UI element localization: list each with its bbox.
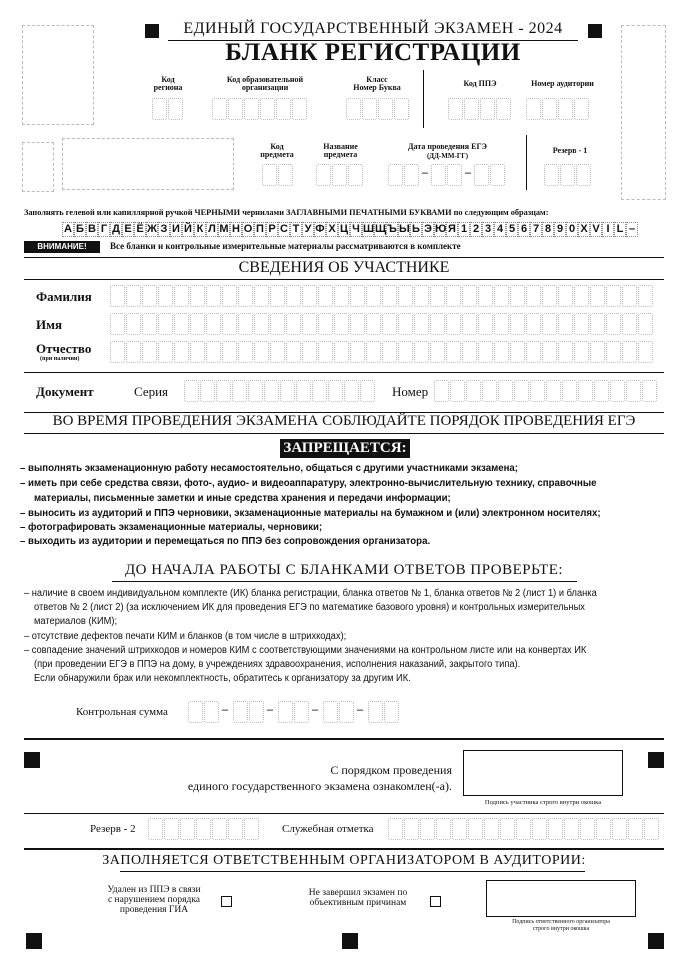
sample-char: 2 bbox=[470, 222, 482, 237]
sample-char: 6 bbox=[518, 222, 530, 237]
subject-code-cells[interactable] bbox=[262, 164, 294, 186]
form-title: БЛАНК РЕГИСТРАЦИИ bbox=[225, 39, 521, 66]
class-cells[interactable] bbox=[346, 98, 410, 120]
rule-item: – выполнять экзаменационную работу несамостоятельно, общаться с другими участниками экзамена; bbox=[20, 462, 519, 474]
letter-cell[interactable] bbox=[510, 313, 525, 335]
official-mark-cell[interactable] bbox=[516, 818, 531, 840]
number-label: Номер bbox=[392, 384, 429, 399]
check-line: (при проведении ЕГЭ в ППЭ на дому, в учреждениях здравоохранения, исполнения наказаний, закрытого типа). bbox=[34, 659, 521, 670]
patronymic-label: Отчество bbox=[36, 341, 92, 356]
official-mark-cell[interactable] bbox=[404, 818, 419, 840]
letter-cell[interactable] bbox=[558, 285, 573, 307]
org-code-label: Код образовательной организации bbox=[226, 75, 304, 93]
official-mark-label: Служебная отметка bbox=[282, 823, 374, 835]
letter-cell[interactable] bbox=[350, 285, 365, 307]
checksum-label: Контрольная сумма bbox=[76, 706, 168, 718]
letter-cell[interactable] bbox=[622, 285, 637, 307]
rule-item: – иметь при себе средства связи, фото-, аудио- и видеоаппаратуру, электронно-вычислительную технику, справочные bbox=[20, 477, 597, 489]
series-cell[interactable] bbox=[360, 380, 375, 402]
marker-square-bottom-left bbox=[26, 933, 42, 949]
letter-cell[interactable] bbox=[190, 285, 205, 307]
series-cell[interactable] bbox=[248, 380, 263, 402]
letter-cell[interactable] bbox=[526, 285, 541, 307]
letter-cell[interactable] bbox=[142, 313, 157, 335]
rule-item: материалы, письменные заметки и иные средства хранения и передачи информации; bbox=[34, 492, 451, 504]
reserve2-label: Резерв - 2 bbox=[90, 823, 136, 835]
letter-cell[interactable] bbox=[222, 285, 237, 307]
participant-signature-box[interactable] bbox=[463, 750, 623, 796]
letter-cell[interactable] bbox=[334, 313, 349, 335]
sample-char: 5 bbox=[506, 222, 518, 237]
letter-cell[interactable] bbox=[430, 285, 445, 307]
sample-char: Н bbox=[230, 222, 242, 237]
official-mark-cell[interactable] bbox=[612, 818, 627, 840]
official-mark-cell[interactable] bbox=[468, 818, 483, 840]
barcode-box-wide bbox=[62, 138, 234, 190]
number-cell[interactable] bbox=[594, 380, 609, 402]
check-line: Если обнаружили брак или некомплектность, обратитесь к организатору за другим ИК. bbox=[34, 673, 411, 684]
sample-char: Д bbox=[110, 222, 122, 237]
sample-char: Я bbox=[446, 222, 458, 237]
organizer-signature-box[interactable] bbox=[486, 880, 636, 917]
official-mark-cell[interactable] bbox=[596, 818, 611, 840]
sample-char: Ц bbox=[339, 223, 349, 235]
subject-name-label: Название предмета bbox=[323, 142, 358, 160]
series-cell[interactable] bbox=[232, 380, 247, 402]
letter-cell[interactable] bbox=[462, 341, 477, 363]
letter-cell[interactable] bbox=[206, 341, 221, 363]
sample-char: 9 bbox=[554, 222, 566, 237]
letter-cell[interactable] bbox=[142, 341, 157, 363]
letter-cell[interactable] bbox=[414, 285, 429, 307]
sample-char: Ъ bbox=[387, 223, 397, 235]
letter-cell[interactable] bbox=[510, 285, 525, 307]
sample-char: З bbox=[158, 222, 170, 237]
official-mark-cells[interactable] bbox=[388, 818, 660, 840]
letter-cell[interactable] bbox=[126, 313, 141, 335]
exam-date-cells[interactable] bbox=[388, 164, 506, 186]
marker-square-mid-left bbox=[24, 752, 40, 768]
letter-cell[interactable] bbox=[126, 285, 141, 307]
attention-text: Все бланки и контрольные измерительные материалы рассматриваются в комплекте bbox=[110, 241, 461, 251]
sample-char: Э bbox=[422, 222, 434, 237]
number-cell[interactable] bbox=[450, 380, 465, 402]
letter-cell[interactable] bbox=[270, 341, 285, 363]
series-cell[interactable] bbox=[184, 380, 199, 402]
letter-cell[interactable] bbox=[430, 341, 445, 363]
letter-cell[interactable] bbox=[286, 313, 301, 335]
ack-line-2: единого государственного экзамена ознакомлен(-а). bbox=[187, 779, 452, 793]
series-cell[interactable] bbox=[280, 380, 295, 402]
official-mark-cell[interactable] bbox=[500, 818, 515, 840]
letter-cell[interactable] bbox=[462, 285, 477, 307]
official-mark-cell[interactable] bbox=[644, 818, 659, 840]
letter-cell[interactable] bbox=[318, 313, 333, 335]
marker-square-mid-right bbox=[648, 752, 664, 768]
surname-label: Фамилия bbox=[36, 289, 92, 304]
letter-cell[interactable] bbox=[318, 341, 333, 363]
letter-cell[interactable] bbox=[606, 313, 621, 335]
letter-cell[interactable] bbox=[366, 313, 381, 335]
letter-cell[interactable] bbox=[206, 285, 221, 307]
forbidden-badge: ЗАПРЕЩАЕТСЯ: bbox=[280, 439, 410, 458]
name-label: Имя bbox=[36, 317, 62, 332]
series-cell[interactable] bbox=[264, 380, 279, 402]
sample-char: Е bbox=[122, 222, 134, 237]
number-cell[interactable] bbox=[610, 380, 625, 402]
letter-cell[interactable] bbox=[446, 285, 461, 307]
official-mark-cell[interactable] bbox=[436, 818, 451, 840]
fill-rule-text: Заполнять гелевой или капиллярной ручкой ЧЕРНЫМИ чернилами ЗАГЛАВНЫМИ ПЕЧАТНЫМИ БУКВАМИ по следующим образцам: bbox=[24, 208, 549, 217]
sample-char: Г bbox=[98, 222, 110, 237]
patronymic-note: (при наличии) bbox=[40, 356, 80, 362]
checksum-dash: – bbox=[312, 702, 318, 716]
sample-char: Б bbox=[74, 222, 86, 237]
auditorium-cells[interactable] bbox=[526, 98, 590, 120]
official-mark-cell[interactable] bbox=[420, 818, 435, 840]
letter-cell[interactable] bbox=[174, 285, 189, 307]
letter-cell[interactable] bbox=[158, 341, 173, 363]
letter-cell[interactable] bbox=[606, 341, 621, 363]
sample-char: 7 bbox=[530, 222, 542, 237]
official-mark-cell[interactable] bbox=[484, 818, 499, 840]
sample-char: Ф bbox=[315, 223, 325, 235]
letter-cell[interactable] bbox=[590, 313, 605, 335]
letter-cell[interactable] bbox=[606, 285, 621, 307]
sample-char: 1 bbox=[458, 222, 470, 237]
letter-cell[interactable] bbox=[430, 313, 445, 335]
letter-cell[interactable] bbox=[254, 341, 269, 363]
official-mark-cell[interactable] bbox=[580, 818, 595, 840]
sample-char: Р bbox=[266, 222, 278, 237]
letter-cell[interactable] bbox=[350, 341, 365, 363]
not-finished-label: Не завершил экзамен по объективным причинам bbox=[308, 888, 408, 908]
letter-cell[interactable] bbox=[526, 341, 541, 363]
reserve1-label: Резерв - 1 bbox=[552, 146, 588, 155]
letter-cell[interactable] bbox=[574, 341, 589, 363]
subject-code-label: Код предмета bbox=[260, 142, 294, 160]
letter-cell[interactable] bbox=[270, 285, 285, 307]
official-mark-cell[interactable] bbox=[388, 818, 403, 840]
patronymic-cells[interactable] bbox=[110, 341, 654, 363]
letter-cell[interactable] bbox=[638, 341, 653, 363]
letter-cell[interactable] bbox=[110, 341, 125, 363]
checksum-dash: – bbox=[222, 702, 228, 716]
region-cells[interactable] bbox=[152, 98, 184, 120]
official-mark-cell[interactable] bbox=[452, 818, 467, 840]
organizer-signature-note: Подпись ответственного организатора строго внутри окошка bbox=[512, 919, 610, 932]
letter-cell[interactable] bbox=[638, 313, 653, 335]
series-cell[interactable] bbox=[216, 380, 231, 402]
letter-cell[interactable] bbox=[158, 313, 173, 335]
letter-cell[interactable] bbox=[286, 285, 301, 307]
letter-cell[interactable] bbox=[126, 341, 141, 363]
check-title: ДО НАЧАЛА РАБОТЫ С БЛАНКАМИ ОТВЕТОВ ПРОВЕРЬТЕ: bbox=[124, 562, 564, 578]
series-cell[interactable] bbox=[296, 380, 311, 402]
sample-char: X bbox=[578, 222, 590, 237]
letter-cell[interactable] bbox=[414, 341, 429, 363]
sample-char: – bbox=[626, 222, 638, 237]
document-top-line bbox=[24, 372, 664, 373]
letter-cell[interactable] bbox=[542, 341, 557, 363]
marker-square-bottom-center bbox=[342, 933, 358, 949]
rule-item: – выходить из аудитории и перемещаться по ППЭ без сопровождения организатора. bbox=[20, 535, 431, 547]
series-cell[interactable] bbox=[200, 380, 215, 402]
removed-checkbox[interactable] bbox=[221, 896, 232, 907]
sample-char: 8 bbox=[542, 222, 554, 237]
letter-cell[interactable] bbox=[222, 341, 237, 363]
exam-title: ЕДИНЫЙ ГОСУДАРСТВЕННЫЙ ЭКЗАМЕН - 2024 bbox=[183, 20, 563, 37]
marker-square-bottom-right bbox=[648, 933, 664, 949]
removed-label: Удален из ППЭ в связи с нарушением порядка проведения ГИА bbox=[107, 885, 201, 915]
attention-badge: ВНИМАНИЕ! bbox=[24, 241, 100, 253]
participant-signature-note: Подпись участника строго внутри окошка bbox=[484, 799, 602, 806]
sample-char: 3 bbox=[482, 222, 494, 237]
letter-cell[interactable] bbox=[302, 285, 317, 307]
checksum-cells[interactable] bbox=[188, 701, 400, 723]
letter-cell[interactable] bbox=[574, 285, 589, 307]
letter-cell[interactable] bbox=[174, 341, 189, 363]
auditorium-label: Номер аудитории bbox=[531, 79, 594, 88]
letter-cell[interactable] bbox=[446, 313, 461, 335]
letter-cell[interactable] bbox=[478, 285, 493, 307]
letter-cell[interactable] bbox=[382, 313, 397, 335]
rules-title: ВО ВРЕМЯ ПРОВЕДЕНИЯ ЭКЗАМЕНА СОБЛЮДАЙТЕ ПОРЯДОК ПРОВЕДЕНИЯ ЕГЭ bbox=[52, 413, 636, 429]
letter-cell[interactable] bbox=[590, 285, 605, 307]
letter-cell[interactable] bbox=[478, 341, 493, 363]
sample-char: Ч bbox=[350, 222, 362, 237]
ppe-code-cells[interactable] bbox=[448, 98, 512, 120]
number-cell[interactable] bbox=[434, 380, 449, 402]
letter-cell[interactable] bbox=[478, 313, 493, 335]
not-finished-checkbox[interactable] bbox=[430, 896, 441, 907]
sample-char: Ё bbox=[134, 222, 146, 237]
sample-char: К bbox=[194, 222, 206, 237]
check-line: материалов (КИМ); bbox=[34, 616, 118, 627]
letter-cell[interactable] bbox=[494, 341, 509, 363]
top-divider bbox=[423, 70, 424, 128]
rules-title-underline bbox=[24, 433, 664, 434]
letter-cell[interactable] bbox=[558, 313, 573, 335]
number-cell[interactable] bbox=[626, 380, 641, 402]
barcode-box-right bbox=[621, 25, 666, 200]
sample-char: И bbox=[170, 222, 182, 237]
letter-cell[interactable] bbox=[398, 313, 413, 335]
letter-cell[interactable] bbox=[270, 313, 285, 335]
letter-cell[interactable] bbox=[302, 313, 317, 335]
organizer-title: ЗАПОЛНЯЕТСЯ ОТВЕТСТВЕННЫМ ОРГАНИЗАТОРОМ В АУДИТОРИИ: bbox=[102, 853, 586, 868]
service-top-line bbox=[24, 813, 664, 814]
letter-cell[interactable] bbox=[302, 341, 317, 363]
number-cell[interactable] bbox=[578, 380, 593, 402]
letter-cell[interactable] bbox=[398, 341, 413, 363]
letter-cell[interactable] bbox=[110, 285, 125, 307]
reserve1-cells[interactable] bbox=[544, 164, 592, 186]
letter-cell[interactable] bbox=[334, 341, 349, 363]
letter-cell[interactable] bbox=[382, 285, 397, 307]
sample-char: V bbox=[590, 222, 602, 237]
reserve2-cells[interactable] bbox=[148, 818, 260, 840]
letter-cell[interactable] bbox=[366, 341, 381, 363]
number-cell[interactable] bbox=[498, 380, 513, 402]
sample-char: Х bbox=[326, 222, 338, 237]
number-cell[interactable] bbox=[514, 380, 529, 402]
letter-cell[interactable] bbox=[238, 313, 253, 335]
sample-char: Щ bbox=[375, 223, 387, 235]
check-line: – совпадение значений штрихкодов и номеров КИМ с соответствующими значениями на контрольном листе или на конвертах ИК bbox=[24, 645, 587, 656]
letter-cell[interactable] bbox=[238, 341, 253, 363]
ack-top-line bbox=[24, 738, 664, 740]
check-title-underline bbox=[112, 581, 577, 582]
number-cell[interactable] bbox=[530, 380, 545, 402]
letter-cell[interactable] bbox=[238, 285, 253, 307]
marker-square-top-right bbox=[588, 24, 602, 38]
document-label: Документ bbox=[36, 384, 94, 399]
date-format-label: (ДД-ММ-ГГ) bbox=[426, 152, 469, 160]
region-label: Код региона bbox=[153, 75, 183, 93]
letter-cell[interactable] bbox=[206, 313, 221, 335]
sample-char: Т bbox=[290, 222, 302, 237]
letter-cell[interactable] bbox=[574, 313, 589, 335]
sample-char: У bbox=[302, 222, 314, 237]
number-cell[interactable] bbox=[466, 380, 481, 402]
sample-char: Й bbox=[182, 222, 194, 237]
check-line: ответов № 2 (лист 2) (за исключением ИК для проведения ЕГЭ по математике базового уровня) и контрольных измерительных bbox=[34, 602, 585, 613]
number-cell[interactable] bbox=[546, 380, 561, 402]
letter-cell[interactable] bbox=[350, 313, 365, 335]
official-mark-cell[interactable] bbox=[532, 818, 547, 840]
letter-cell[interactable] bbox=[254, 285, 269, 307]
letter-cell[interactable] bbox=[510, 341, 525, 363]
letter-cell[interactable] bbox=[158, 285, 173, 307]
marker-square-top-left bbox=[145, 24, 159, 38]
official-mark-cell[interactable] bbox=[548, 818, 563, 840]
sample-char: О bbox=[243, 223, 253, 235]
letter-cell[interactable] bbox=[462, 313, 477, 335]
letter-cell[interactable] bbox=[446, 341, 461, 363]
letter-cell[interactable] bbox=[382, 341, 397, 363]
letter-cell[interactable] bbox=[318, 285, 333, 307]
letter-cell[interactable] bbox=[174, 313, 189, 335]
letter-cell[interactable] bbox=[190, 341, 205, 363]
letter-cell[interactable] bbox=[542, 285, 557, 307]
letter-cell[interactable] bbox=[526, 313, 541, 335]
series-label: Серия bbox=[134, 384, 169, 399]
participant-section-title: СВЕДЕНИЯ ОБ УЧАСТНИКЕ bbox=[238, 259, 450, 276]
letter-cell[interactable] bbox=[622, 313, 637, 335]
letter-cell[interactable] bbox=[366, 285, 381, 307]
series-cells[interactable] bbox=[184, 380, 376, 402]
qr-box-left bbox=[22, 25, 94, 125]
letter-cell[interactable] bbox=[142, 285, 157, 307]
ppe-code-label: Код ППЭ bbox=[463, 79, 497, 88]
barcode-box-small bbox=[22, 142, 54, 192]
official-mark-cell[interactable] bbox=[564, 818, 579, 840]
participant-title-underline bbox=[24, 279, 664, 280]
sample-char: Л bbox=[206, 222, 218, 237]
sample-char: Ю bbox=[435, 223, 447, 235]
sample-char: С bbox=[278, 222, 290, 237]
number-cell[interactable] bbox=[642, 380, 657, 402]
sample-characters bbox=[62, 221, 638, 237]
sample-char: 0 bbox=[566, 222, 578, 237]
checksum-dash: – bbox=[357, 702, 363, 716]
letter-cell[interactable] bbox=[558, 341, 573, 363]
letter-cell[interactable] bbox=[110, 313, 125, 335]
letter-cell[interactable] bbox=[334, 285, 349, 307]
subject-name-cells[interactable] bbox=[316, 164, 364, 186]
letter-cell[interactable] bbox=[494, 313, 509, 335]
sample-char: М bbox=[219, 223, 229, 235]
checksum-dash: – bbox=[267, 702, 273, 716]
sample-char: Ш bbox=[363, 223, 375, 235]
letter-cell[interactable] bbox=[590, 341, 605, 363]
sample-char: 4 bbox=[494, 222, 506, 237]
sample-char: А bbox=[62, 222, 74, 237]
number-cell[interactable] bbox=[482, 380, 497, 402]
class-label: Класс Номер Буква bbox=[353, 75, 401, 93]
surname-cells[interactable] bbox=[110, 285, 654, 307]
series-cell[interactable] bbox=[344, 380, 359, 402]
attention-line bbox=[24, 257, 664, 258]
date-dash-1: – bbox=[422, 165, 428, 179]
sample-char: Ж bbox=[147, 223, 157, 235]
sample-char: I bbox=[602, 222, 614, 237]
letter-cell[interactable] bbox=[542, 313, 557, 335]
organizer-top-line bbox=[24, 848, 664, 850]
date-dash-2: – bbox=[465, 165, 471, 179]
check-line: – отсутствие дефектов печати КИМ и бланков (в том числе в штрихкодах); bbox=[24, 631, 347, 642]
exam-date-label: Дата проведения ЕГЭ bbox=[408, 142, 487, 151]
letter-cell[interactable] bbox=[622, 341, 637, 363]
rule-item: – выносить из аудиторий и ППЭ черновики, экзаменационные материалы на бумажном и (или) электронном носителях; bbox=[20, 507, 601, 519]
letter-cell[interactable] bbox=[254, 313, 269, 335]
number-cells[interactable] bbox=[434, 380, 658, 402]
letter-cell[interactable] bbox=[286, 341, 301, 363]
letter-cell[interactable] bbox=[638, 285, 653, 307]
reserve1-divider bbox=[526, 135, 527, 190]
sample-char: L bbox=[614, 222, 626, 237]
name-cells[interactable] bbox=[110, 313, 654, 335]
organizer-title-underline bbox=[120, 871, 585, 872]
letter-cell[interactable] bbox=[494, 285, 509, 307]
letter-cell[interactable] bbox=[222, 313, 237, 335]
sample-char: Ь bbox=[410, 222, 422, 237]
org-code-cells[interactable] bbox=[212, 98, 308, 120]
official-mark-cell[interactable] bbox=[628, 818, 643, 840]
series-cell[interactable] bbox=[328, 380, 343, 402]
sample-char: П bbox=[254, 222, 266, 237]
letter-cell[interactable] bbox=[414, 313, 429, 335]
letter-cell[interactable] bbox=[398, 285, 413, 307]
sample-char: Ы bbox=[399, 223, 410, 235]
letter-cell[interactable] bbox=[190, 313, 205, 335]
ack-line-1: С порядком проведения bbox=[330, 763, 452, 777]
rule-item: – фотографировать экзаменационные материалы, черновики; bbox=[20, 521, 323, 533]
number-cell[interactable] bbox=[562, 380, 577, 402]
series-cell[interactable] bbox=[312, 380, 327, 402]
sample-char: В bbox=[86, 222, 98, 237]
check-line: – наличие в своем индивидуальном комплекте (ИК) бланка регистрации, бланка ответов № 1, бланка ответов № 2 (лист 1) и бланка bbox=[24, 588, 597, 599]
